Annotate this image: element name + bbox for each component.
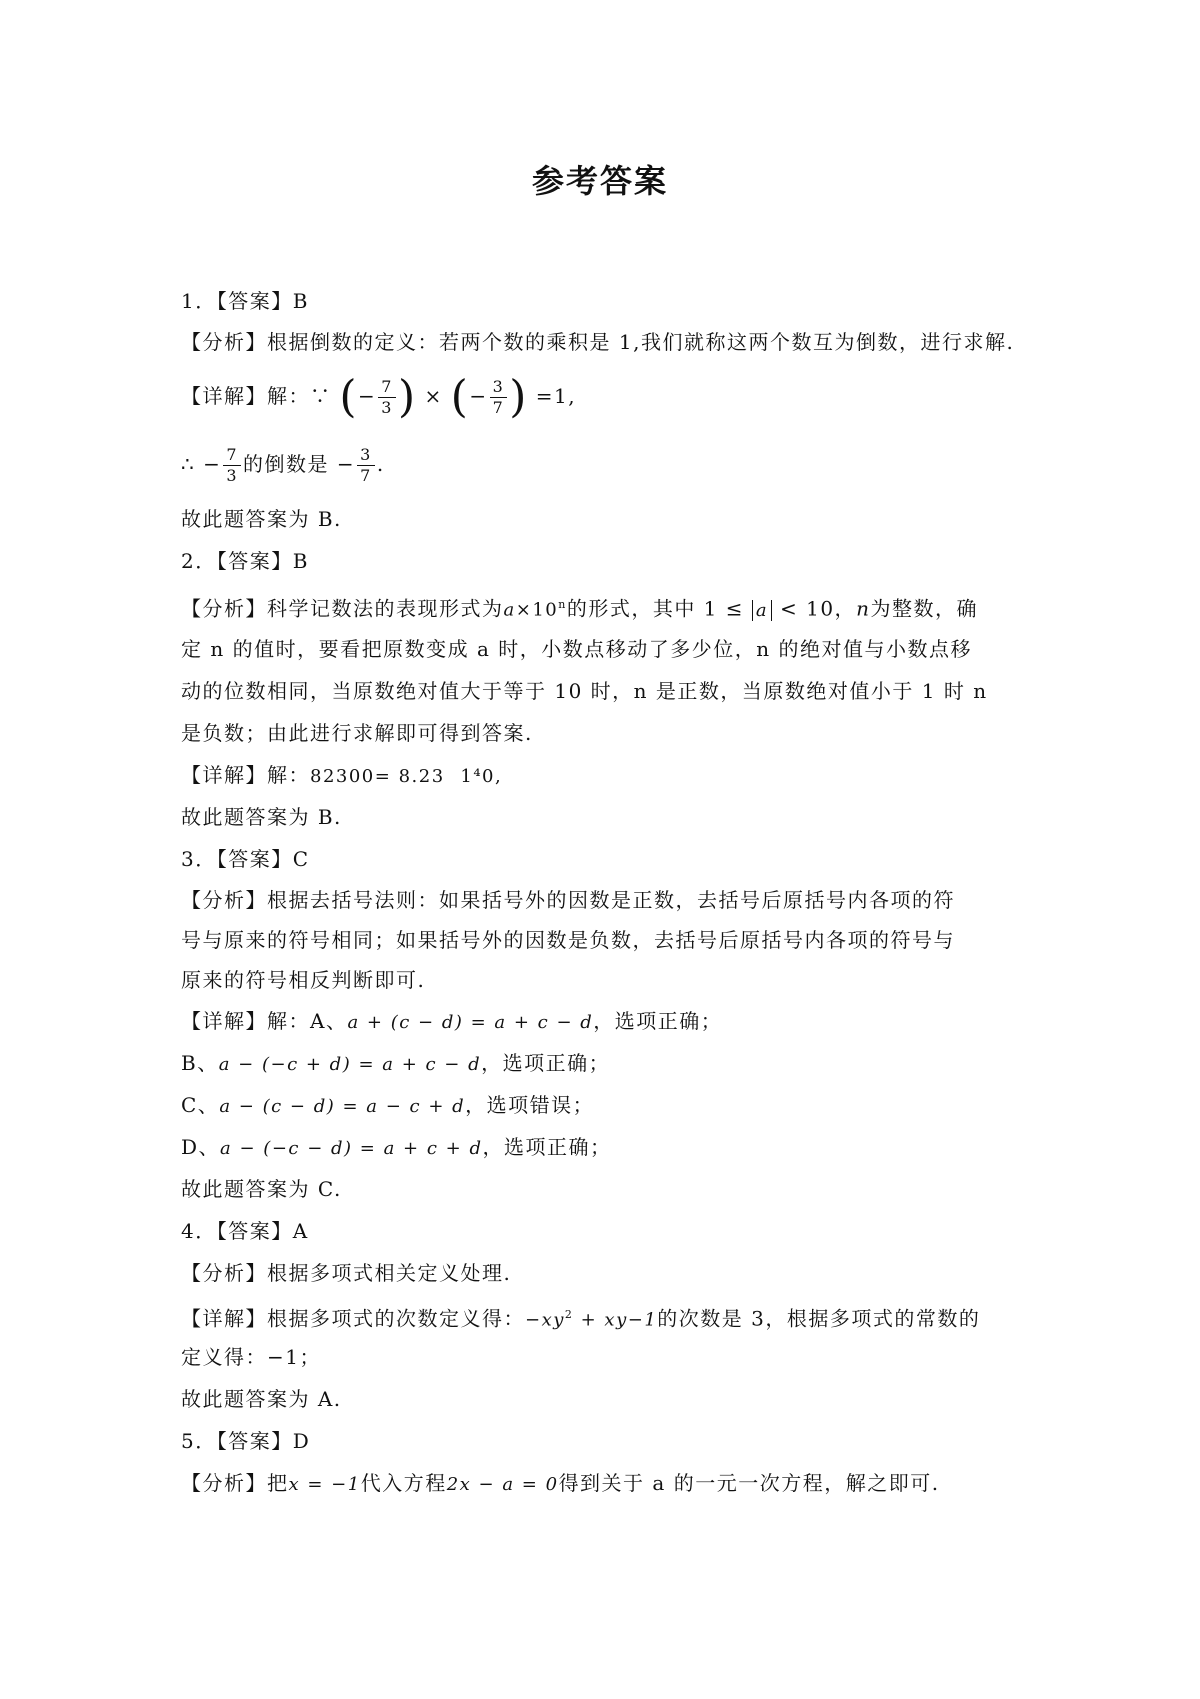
times-sign: × bbox=[424, 384, 443, 408]
q3-analysis-2: 号与原来的符号相同；如果括号外的因数是负数，去括号后原括号内各项的符号与 bbox=[181, 928, 955, 952]
poly-term: −xy bbox=[525, 1309, 565, 1331]
option-result: ，选项正确； bbox=[482, 1135, 612, 1159]
analysis-text: 为整数，确 bbox=[870, 596, 978, 621]
fraction bbox=[378, 377, 396, 418]
var-a: a bbox=[755, 599, 769, 621]
q1-detail-label: 【详解】解：∵ bbox=[181, 384, 332, 408]
var-n: n bbox=[856, 596, 871, 621]
q3-option-d bbox=[181, 1126, 1021, 1168]
option-math: a + (c − d) = a + c − d bbox=[347, 1012, 594, 1033]
denominator: 7 bbox=[492, 398, 505, 417]
fraction bbox=[357, 445, 375, 486]
q4-detail-2: 定义得：−1； bbox=[181, 1345, 321, 1369]
q4-detail-1 bbox=[181, 1294, 1021, 1336]
q1-analysis: 【分析】根据倒数的定义：若两个数的乘积是 1,我们就称这两个数互为倒数，进行求解. bbox=[181, 330, 1015, 354]
option-math: a − (c − d) = a − c + d bbox=[219, 1096, 466, 1117]
q4-conclusion: 故此题答案为 A. bbox=[181, 1387, 342, 1411]
option-result: ，选项正确； bbox=[593, 1009, 723, 1033]
numerator: 7 bbox=[223, 445, 241, 466]
q3-analysis-1: 【分析】根据去括号法则：如果括号外的因数是正数，去括号后原括号内各项的符 bbox=[181, 888, 955, 912]
q3-conclusion: 故此题答案为 C. bbox=[181, 1177, 342, 1201]
analysis-text: 得到关于 a 的一元一次方程，解之即可. bbox=[558, 1471, 940, 1495]
left-paren: ( bbox=[450, 371, 470, 423]
times-ten: ×10 bbox=[515, 599, 559, 621]
therefore-prefix: ∴ − bbox=[181, 452, 222, 476]
fraction bbox=[490, 377, 508, 418]
option-math: a − (−c + d) = a + c − d bbox=[218, 1054, 482, 1075]
poly-rest: + xy−1 bbox=[573, 1309, 658, 1331]
option-prefix: B、 bbox=[181, 1051, 219, 1075]
right-paren: ) bbox=[509, 371, 528, 423]
q1-minus-2: − bbox=[469, 384, 488, 408]
detail-math: 82300= 8.23 bbox=[310, 766, 445, 787]
q3-option-a bbox=[181, 1000, 1021, 1042]
q2-analysis-2: 定 n 的值时，要看把原数变成 a 时，小数点移动了多少位，n 的绝对值与小数点移 bbox=[181, 637, 972, 661]
q1-conclusion: 故此题答案为 B. bbox=[181, 507, 342, 531]
q2-detail bbox=[181, 754, 1021, 796]
var-a: a bbox=[503, 599, 516, 621]
denominator: 3 bbox=[226, 466, 239, 485]
analysis-text: 【分析】把 bbox=[181, 1471, 289, 1495]
detail-text: 的次数是 3，根据多项式的常数的 bbox=[657, 1306, 981, 1331]
q2-analysis-3: 动的位数相同，当原数绝对值大于等于 10 时，n 是正数，当原数绝对值小于 1 时 n bbox=[181, 679, 988, 703]
q1-minus-1: − bbox=[358, 384, 377, 408]
q3-option-c bbox=[181, 1084, 1021, 1126]
denominator: 7 bbox=[360, 466, 372, 485]
therefore-middle: 的倒数是 − bbox=[243, 452, 356, 476]
option-prefix: D、 bbox=[181, 1135, 221, 1159]
q2-analysis-4: 是负数；由此进行求解即可得到答案. bbox=[181, 721, 533, 745]
denominator: 3 bbox=[381, 398, 393, 417]
q4-analysis: 【分析】根据多项式相关定义处理. bbox=[181, 1261, 512, 1285]
analysis-text: 的形式，其中 1 ≤ bbox=[566, 596, 745, 621]
option-prefix: C、 bbox=[181, 1093, 220, 1117]
left-paren: ( bbox=[339, 371, 359, 423]
q5-answer: 5．【答案】D bbox=[181, 1429, 311, 1453]
analysis-text: 【分析】科学记数法的表现形式为 bbox=[181, 596, 504, 621]
q3-analysis-3: 原来的符号相反判断即可. bbox=[181, 968, 426, 992]
equation-x: x = −1 bbox=[288, 1474, 361, 1495]
q1-detail bbox=[181, 362, 1021, 430]
option-result: ，选项错误； bbox=[465, 1093, 595, 1117]
q1-answer: 1．【答案】B bbox=[181, 289, 309, 313]
detail-garbled: 1⁴0, bbox=[460, 766, 503, 787]
right-paren: ) bbox=[397, 371, 417, 423]
analysis-text: 代入方程 bbox=[360, 1471, 447, 1495]
poly-exponent: 2 bbox=[564, 1308, 574, 1321]
q1-detail-tail: =1, bbox=[535, 384, 577, 408]
exponent-n: n bbox=[558, 598, 567, 611]
answer-content bbox=[181, 280, 1021, 1504]
q5-analysis bbox=[181, 1462, 1021, 1504]
fraction bbox=[223, 445, 241, 486]
abs-value-a bbox=[752, 600, 772, 621]
option-math: a − (−c − d) = a + c + d bbox=[220, 1138, 483, 1159]
q4-answer: 4．【答案】A bbox=[181, 1219, 309, 1243]
q2-answer: 2．【答案】B bbox=[181, 549, 309, 573]
detail-label: 【详解】根据多项式的次数定义得： bbox=[181, 1306, 525, 1331]
q3-answer: 3．【答案】C bbox=[181, 847, 310, 871]
q1-therefore bbox=[181, 430, 1021, 498]
q2-analysis-1 bbox=[181, 582, 1021, 628]
option-result: ，选项正确； bbox=[481, 1051, 611, 1075]
q2-conclusion: 故此题答案为 B. bbox=[181, 805, 342, 829]
therefore-tail: . bbox=[376, 452, 385, 476]
option-prefix: 【详解】解：A、 bbox=[181, 1009, 348, 1033]
numerator: 3 bbox=[357, 445, 375, 466]
q3-option-b bbox=[181, 1042, 1021, 1084]
detail-label: 【详解】解： bbox=[181, 763, 310, 787]
numerator: 3 bbox=[490, 377, 508, 398]
analysis-text: < 10， bbox=[779, 596, 857, 621]
equation: 2x − a = 0 bbox=[446, 1474, 559, 1495]
numerator: 7 bbox=[378, 377, 396, 398]
page-title: 参考答案 bbox=[531, 162, 668, 200]
